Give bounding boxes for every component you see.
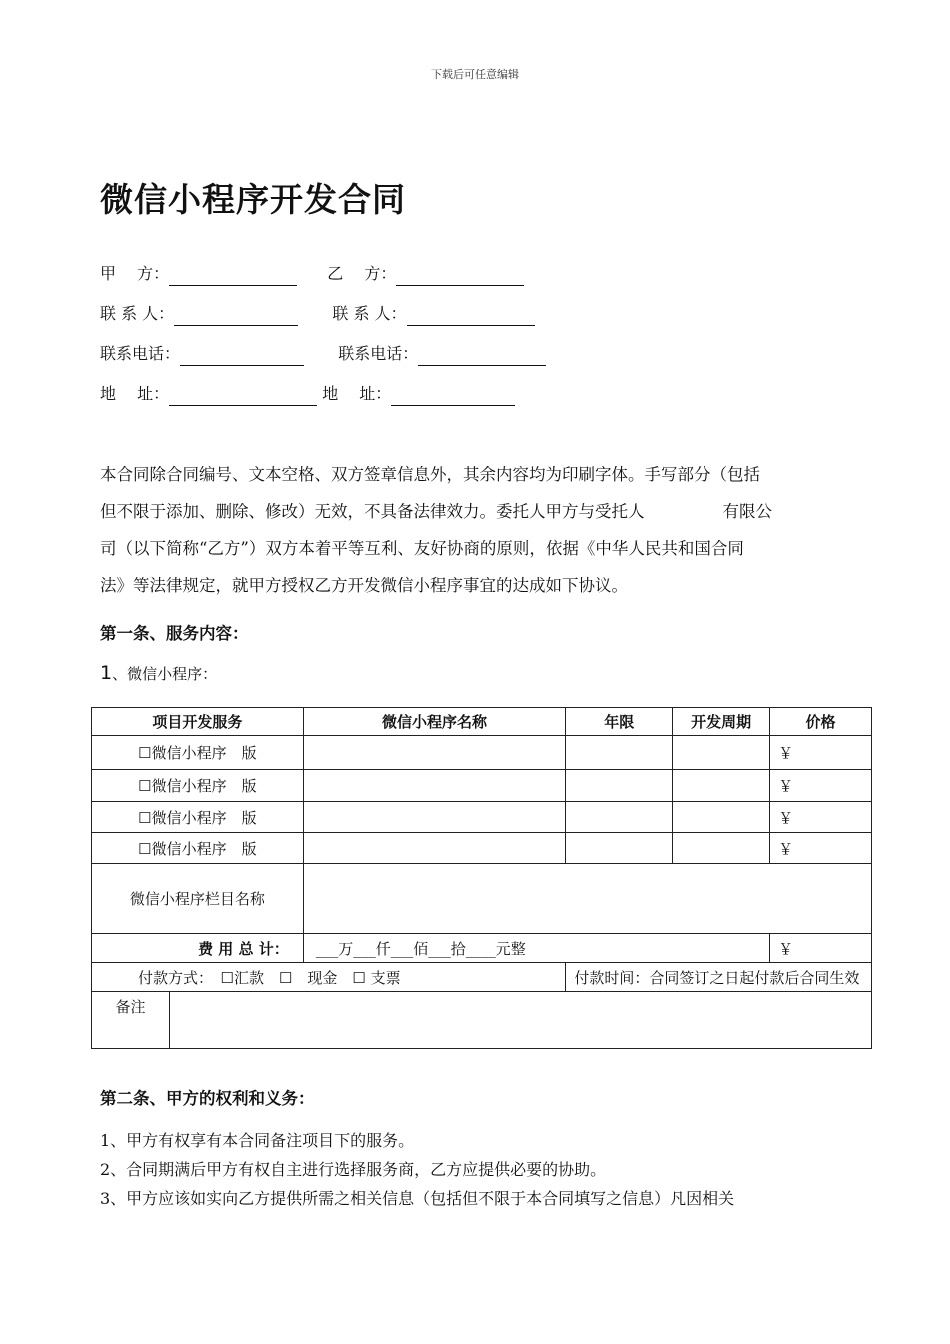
page-title: 微信小程序开发合同 — [100, 180, 406, 219]
service-option[interactable]: ☐微信小程序 版 — [92, 802, 304, 833]
service-table — [91, 707, 872, 1049]
intro-line-2 — [100, 493, 866, 530]
intro-line-2b: 有限公 — [722, 502, 772, 521]
years-cell[interactable] — [566, 736, 673, 770]
years-cell[interactable] — [566, 833, 673, 864]
app-name-cell[interactable] — [303, 736, 566, 770]
phone-a-label: 联系电话： — [100, 344, 181, 363]
intro-paragraph — [100, 456, 866, 604]
years-cell[interactable] — [566, 802, 673, 833]
period-cell[interactable] — [673, 770, 770, 802]
column-name-label: 微信小程序栏目名称 — [92, 864, 304, 934]
intro-line-1: 本合同除合同编号、文本空格、双方签章信息外，其余内容均为印刷字体。手写部分（包括 — [100, 465, 760, 484]
price-cell[interactable]: ￥ — [770, 736, 872, 770]
total-amount[interactable]: ___万___仟___佰___拾____元整 — [303, 934, 769, 963]
header-service: 项目开发服务 — [92, 708, 304, 736]
app-name-cell[interactable] — [303, 802, 566, 833]
column-name-field[interactable] — [303, 864, 871, 934]
phone-b-label: 联系电话： — [338, 344, 419, 363]
service-option[interactable]: ☐微信小程序 版 — [92, 736, 304, 770]
total-row — [92, 934, 872, 963]
party-b-label: 乙 方： — [327, 264, 397, 283]
section-1-item — [100, 662, 217, 684]
table-row — [92, 802, 872, 833]
party-a-blank[interactable] — [169, 267, 297, 286]
years-cell[interactable] — [566, 770, 673, 802]
table-row — [92, 770, 872, 802]
price-cell[interactable]: ￥ — [770, 770, 872, 802]
contact-a-label: 联 系 人： — [100, 304, 175, 323]
section-2-item: 3、甲方应该如实向乙方提供所需之相关信息（包括但不限于本合同填写之信息）凡因相关 — [100, 1189, 735, 1208]
table-row — [92, 736, 872, 770]
app-name-cell[interactable] — [303, 770, 566, 802]
remarks-field[interactable] — [169, 992, 871, 1049]
section-2-item: 2、合同期满后甲方有权自主进行选择服务商，乙方应提供必要的协助。 — [100, 1160, 607, 1179]
contact-b-blank[interactable] — [407, 307, 535, 326]
party-b-blank[interactable] — [396, 267, 524, 286]
column-name-row — [92, 864, 872, 934]
header-dev-period: 开发周期 — [673, 708, 770, 736]
section-1-item-label: 、微信小程序： — [112, 665, 218, 683]
page-header-note: 下载后可任意编辑 — [431, 68, 519, 81]
address-row — [100, 382, 515, 406]
phone-row — [100, 342, 546, 366]
section-1-item-number: 1 — [100, 662, 113, 684]
address-a-label: 地 址： — [100, 384, 170, 403]
contact-b-label: 联 系 人： — [332, 304, 407, 323]
app-name-cell[interactable] — [303, 833, 566, 864]
remarks-row — [92, 992, 872, 1049]
address-a-blank[interactable] — [169, 387, 317, 406]
total-label: 费 用 总 计： — [92, 934, 304, 963]
contact-a-blank[interactable] — [174, 307, 298, 326]
payment-row — [92, 963, 872, 992]
section-1-title: 第一条、服务内容： — [100, 624, 249, 643]
total-price[interactable]: ￥ — [770, 934, 872, 963]
service-option[interactable]: ☐微信小程序 版 — [92, 770, 304, 802]
price-cell[interactable]: ￥ — [770, 802, 872, 833]
intro-line-3: 司（以下简称“乙方”）双方本着平等互利、友好协商的原则，依据《中华人民共和国合同 — [100, 539, 744, 558]
payment-method[interactable]: 付款方式： ☐汇款 ☐ 现金 ☐ 支票 — [92, 963, 566, 992]
price-cell[interactable]: ￥ — [770, 833, 872, 864]
payment-time: 付款时间：合同签订之日起付款后合同生效 — [566, 963, 872, 992]
address-b-label: 地 址： — [322, 384, 392, 403]
header-price: 价格 — [770, 708, 872, 736]
phone-b-blank[interactable] — [418, 347, 546, 366]
intro-line-4: 法》等法律规定，就甲方授权乙方开发微信小程序事宜的达成如下协议。 — [100, 576, 628, 595]
service-option[interactable]: ☐微信小程序 版 — [92, 833, 304, 864]
period-cell[interactable] — [673, 833, 770, 864]
address-b-blank[interactable] — [391, 387, 515, 406]
header-app-name: 微信小程序名称 — [303, 708, 566, 736]
party-row — [100, 262, 524, 286]
party-a-label: 甲 方： — [100, 264, 170, 283]
remarks-label: 备注 — [92, 992, 170, 1049]
table-row — [92, 833, 872, 864]
header-years: 年限 — [566, 708, 673, 736]
period-cell[interactable] — [673, 802, 770, 833]
section-2-title: 第二条、甲方的权利和义务： — [100, 1089, 315, 1108]
section-2-item: 1、甲方有权享有本合同备注项目下的服务。 — [100, 1131, 415, 1150]
contact-row — [100, 302, 535, 326]
period-cell[interactable] — [673, 736, 770, 770]
intro-line-2a: 但不限于添加、删除、修改）无效，不具备法律效力。委托人甲方与受托人 — [100, 502, 645, 521]
phone-a-blank[interactable] — [180, 347, 304, 366]
table-header-row — [92, 708, 872, 736]
